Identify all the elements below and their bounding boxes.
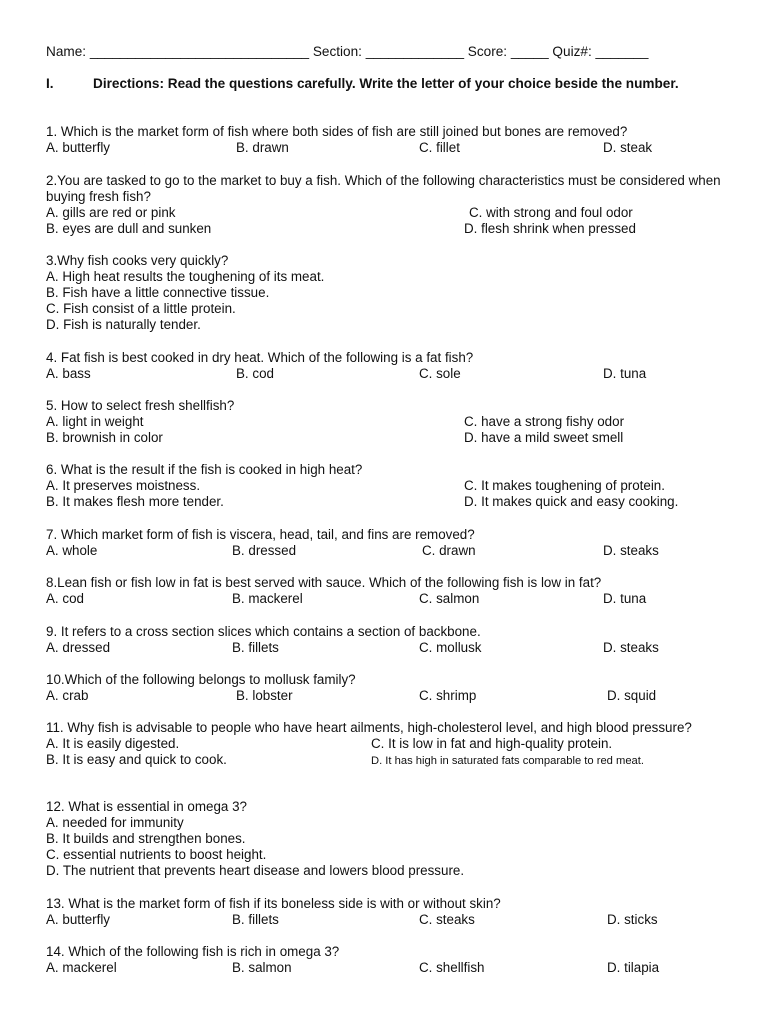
choice-b: B. dressed bbox=[232, 543, 297, 558]
question-stem: 14. Which of the following fish is rich in omega 3? bbox=[46, 944, 340, 959]
question-13 bbox=[46, 896, 726, 928]
choice-b: B. It is easy and quick to cook. bbox=[46, 752, 227, 767]
choice-b: B. eyes are dull and sunken bbox=[46, 221, 212, 236]
question-12 bbox=[46, 799, 726, 879]
choice-c: C. It is low in fat and high-quality protein. bbox=[371, 736, 613, 751]
choice-a: A. needed for immunity bbox=[46, 815, 184, 830]
choice-a: A. cod bbox=[46, 591, 84, 606]
choice-d: D. Fish is naturally tender. bbox=[46, 317, 201, 332]
choice-row bbox=[46, 478, 726, 494]
choice-b: B. Fish have a little connective tissue. bbox=[46, 285, 270, 300]
question-11 bbox=[46, 720, 726, 768]
choice-row bbox=[46, 960, 726, 976]
choice-d: D. have a mild sweet smell bbox=[464, 430, 624, 445]
question-stem: 9. It refers to a cross section slices which contains a section of backbone. bbox=[46, 624, 481, 639]
choice-a: A. gills are red or pink bbox=[46, 205, 176, 220]
question-7 bbox=[46, 527, 726, 559]
student-info-line: Name: _____________________________ Section: _____________ Score: _____ Quiz#: _______ bbox=[46, 44, 649, 59]
choice-d: D. squid bbox=[607, 688, 657, 703]
choice-b: B. It builds and strengthen bones. bbox=[46, 831, 246, 846]
choice-c: C. sole bbox=[419, 366, 461, 381]
choice-a: A. whole bbox=[46, 543, 98, 558]
choice-b: B. salmon bbox=[232, 960, 292, 975]
question-10 bbox=[46, 672, 726, 704]
choice-row bbox=[46, 736, 726, 752]
question-8 bbox=[46, 575, 726, 607]
choice-d: D. The nutrient that prevents heart disease and lowers blood pressure. bbox=[46, 863, 465, 878]
section-number: I. bbox=[46, 76, 54, 91]
choice-d: D. tilapia bbox=[607, 960, 660, 975]
choice-d: D. sticks bbox=[607, 912, 658, 927]
choice-b: B. cod bbox=[236, 366, 274, 381]
question-stem: 10.Which of the following belongs to mollusk family? bbox=[46, 672, 356, 687]
question-14 bbox=[46, 944, 726, 976]
question-4 bbox=[46, 350, 726, 382]
choice-row bbox=[46, 640, 726, 656]
question-stem: 11. Why fish is advisable to people who have heart ailments, high-cholesterol level, and high blood pressure? bbox=[46, 720, 692, 735]
question-5 bbox=[46, 398, 726, 446]
choice-a: A. light in weight bbox=[46, 414, 144, 429]
choice-b: B. brownish in color bbox=[46, 430, 163, 445]
question-stem: 7. Which market form of fish is viscera, head, tail, and fins are removed? bbox=[46, 527, 475, 542]
choice-d: D. steak bbox=[603, 140, 653, 155]
choice-row bbox=[46, 752, 726, 768]
question-stem: 5. How to select fresh shellfish? bbox=[46, 398, 235, 413]
choice-c: C. salmon bbox=[419, 591, 480, 606]
choice-a: A. It preserves moistness. bbox=[46, 478, 201, 493]
choice-row bbox=[46, 494, 726, 510]
choice-c: C. mollusk bbox=[419, 640, 482, 655]
choice-d: D. flesh shrink when pressed bbox=[464, 221, 636, 236]
choice-b: B. drawn bbox=[236, 140, 289, 155]
choice-b: B. It makes flesh more tender. bbox=[46, 494, 224, 509]
choice-c: C. It makes toughening of protein. bbox=[464, 478, 665, 493]
choice-row bbox=[46, 366, 726, 382]
question-stem: 13. What is the market form of fish if its boneless side is with or without skin? bbox=[46, 896, 501, 911]
choice-a: A. butterfly bbox=[46, 912, 111, 927]
choice-row bbox=[46, 414, 726, 430]
choice-row bbox=[46, 221, 726, 237]
choice-c: C. have a strong fishy odor bbox=[464, 414, 625, 429]
choice-a: A. It is easily digested. bbox=[46, 736, 180, 751]
choice-d: D. steaks bbox=[603, 640, 659, 655]
choice-b: B. lobster bbox=[236, 688, 293, 703]
directions-text: Directions: Read the questions carefully. Write the letter of your choice beside the number. bbox=[93, 76, 679, 91]
choice-c: C. with strong and foul odor bbox=[469, 205, 633, 220]
question-stem: 8.Lean fish or fish low in fat is best served with sauce. Which of the following fish is low in fat? bbox=[46, 575, 602, 590]
choice-row bbox=[46, 591, 726, 607]
question-2 bbox=[46, 173, 726, 237]
question-9 bbox=[46, 624, 726, 656]
choice-a: A. crab bbox=[46, 688, 89, 703]
choice-b: B. mackerel bbox=[232, 591, 303, 606]
choice-a: A. bass bbox=[46, 366, 91, 381]
choice-d: D. tuna bbox=[603, 591, 647, 606]
choice-row bbox=[46, 205, 726, 221]
question-stem: 6. What is the result if the fish is cooked in high heat? bbox=[46, 462, 363, 477]
choice-row bbox=[46, 140, 726, 156]
choice-a: A. butterfly bbox=[46, 140, 111, 155]
choice-row bbox=[46, 430, 726, 446]
choice-d: D. It makes quick and easy cooking. bbox=[464, 494, 679, 509]
choice-row bbox=[46, 688, 726, 704]
choice-b: B. fillets bbox=[232, 912, 279, 927]
choice-a: A. dressed bbox=[46, 640, 111, 655]
choice-b: B. fillets bbox=[232, 640, 279, 655]
question-1 bbox=[46, 124, 726, 156]
choice-row bbox=[46, 543, 726, 559]
question-stem: 2.You are tasked to go to the market to buy a fish. Which of the following characteristics must be considered when buying fresh fish? bbox=[46, 173, 721, 204]
choice-c: C. shellfish bbox=[419, 960, 485, 975]
choice-c: C. essential nutrients to boost height. bbox=[46, 847, 267, 862]
choice-d: D. It has high in saturated fats comparable to red meat. bbox=[371, 755, 644, 767]
choice-d: D. steaks bbox=[603, 543, 659, 558]
question-stem: 3.Why fish cooks very quickly? bbox=[46, 253, 229, 268]
question-3 bbox=[46, 253, 726, 333]
choice-c: C. drawn bbox=[422, 543, 476, 558]
choice-c: C. fillet bbox=[419, 140, 460, 155]
question-6 bbox=[46, 462, 726, 510]
choice-a: A. mackerel bbox=[46, 960, 117, 975]
choice-c: C. Fish consist of a little protein. bbox=[46, 301, 236, 316]
question-stem: 4. Fat fish is best cooked in dry heat. Which of the following is a fat fish? bbox=[46, 350, 474, 365]
choice-c: C. shrimp bbox=[419, 688, 477, 703]
choice-a: A. High heat results the toughening of its meat. bbox=[46, 269, 325, 284]
question-stem: 12. What is essential in omega 3? bbox=[46, 799, 247, 814]
choice-row bbox=[46, 912, 726, 928]
choice-c: C. steaks bbox=[419, 912, 475, 927]
choice-d: D. tuna bbox=[603, 366, 647, 381]
question-stem: 1. Which is the market form of fish where both sides of fish are still joined but bones are removed? bbox=[46, 124, 628, 139]
